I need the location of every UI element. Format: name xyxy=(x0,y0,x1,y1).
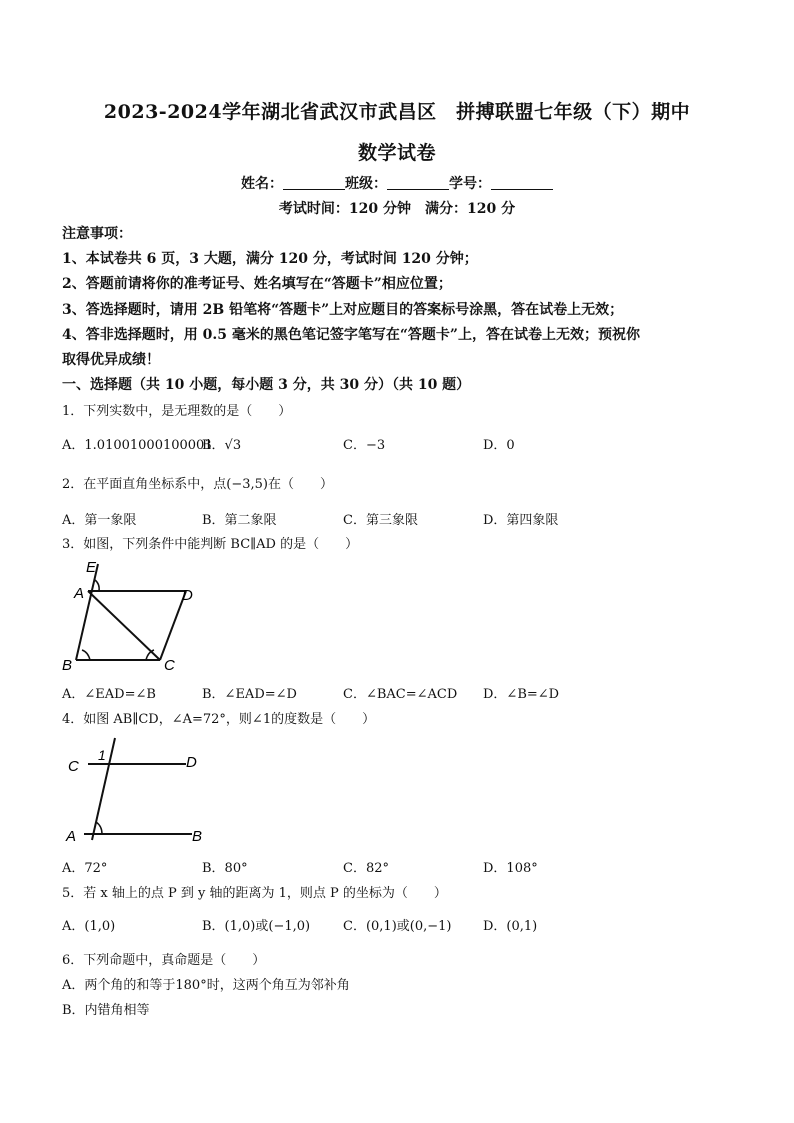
label-c: C xyxy=(68,758,79,775)
question-4-stem: 4．如图 AB∥CD，∠A=72°，则∠1的度数是（ ） xyxy=(62,712,376,727)
q3-option-a[interactable]: A．∠EAD=∠B xyxy=(62,687,156,702)
label-d: D xyxy=(182,587,193,604)
q4-parallel-lines-figure xyxy=(62,736,212,848)
name-blank[interactable] xyxy=(283,175,345,190)
q4-option-a[interactable]: A．72° xyxy=(62,861,108,876)
notice-item: 1、本试卷共 6 页，3 大题，满分 120 分，考试时间 120 分钟； xyxy=(62,251,478,267)
q3-option-c[interactable]: C．∠BAC=∠ACD xyxy=(343,687,458,702)
q1-option-a[interactable]: A．1.01001000100001 xyxy=(62,438,213,453)
student-info-row xyxy=(0,173,794,193)
question-6-stem: 6．下列命题中，真命题是（ ） xyxy=(62,953,266,968)
question-1-stem: 1．下列实数中，是无理数的是（ ） xyxy=(62,404,292,419)
notice-heading: 注意事项： xyxy=(62,226,132,242)
q3-parallelogram-figure xyxy=(60,556,200,674)
q1-option-d[interactable]: D．0 xyxy=(483,438,515,453)
label-a: A xyxy=(66,828,77,845)
q4-option-d[interactable]: D．108° xyxy=(483,861,538,876)
notice-item: 2、答题前请将你的准考证号、姓名填写在“答题卡”相应位置； xyxy=(62,276,452,292)
q5-option-b[interactable]: B．(1,0)或(−1,0) xyxy=(202,919,311,934)
label-e: E xyxy=(86,559,97,576)
id-blank[interactable] xyxy=(491,175,553,190)
q5-option-a[interactable]: A．(1,0) xyxy=(62,919,116,934)
q2-option-a[interactable]: A．第一象限 xyxy=(62,513,137,528)
exam-title-line2: 数学试卷 xyxy=(357,142,436,164)
q6-option-a[interactable]: A．两个角的和等于180°时，这两个角互为邻补角 xyxy=(62,978,350,993)
q1-option-b[interactable]: B．√3 xyxy=(202,438,242,453)
question-2-stem: 2．在平面直角坐标系中，点(−3,5)在（ ） xyxy=(62,477,333,492)
q3-option-d[interactable]: D．∠B=∠D xyxy=(483,687,560,702)
q3-option-b[interactable]: B．∠EAD=∠D xyxy=(202,687,297,702)
q4-option-b[interactable]: B．80° xyxy=(202,861,248,876)
q1-option-c[interactable]: C．−3 xyxy=(343,438,386,453)
q2-option-c[interactable]: C．第三象限 xyxy=(343,513,418,528)
exam-time-info: 考试时间：120 分钟 满分：120 分 xyxy=(278,201,516,217)
notice-item: 取得优异成绩！ xyxy=(62,352,160,368)
q4-option-c[interactable]: C．82° xyxy=(343,861,389,876)
notice-item: 4、答非选择题时，用 0.5 毫米的黑色笔记签字笔写在“答题卡”上，答在试卷上无效；预祝你 xyxy=(62,327,640,343)
q2-option-d[interactable]: D．第四象限 xyxy=(483,513,559,528)
label-b: B xyxy=(62,657,73,674)
label-d: D xyxy=(186,754,197,771)
class-blank[interactable] xyxy=(387,175,449,190)
exam-title-line1: 2023-2024学年湖北省武汉市武昌区 拼搏联盟七年级（下）期中 xyxy=(103,101,691,123)
label-a: A xyxy=(74,585,85,602)
id-label: 学号： xyxy=(449,176,491,192)
notice-item: 3、答选择题时，请用 2B 铅笔将“答题卡”上对应题目的答案标号涂黑，答在试卷上无效； xyxy=(62,302,624,318)
question-3-stem: 3．如图，下列条件中能判断 BC∥AD 的是（ ） xyxy=(62,537,359,552)
q2-option-b[interactable]: B．第二象限 xyxy=(202,513,277,528)
q6-option-b[interactable]: B．内错角相等 xyxy=(62,1003,150,1018)
label-b: B xyxy=(192,828,203,845)
label-angle-1: 1 xyxy=(98,747,106,763)
name-label: 姓名： xyxy=(241,176,283,192)
question-5-stem: 5．若 x 轴上的点 P 到 y 轴的距离为 1，则点 P 的坐标为（ ） xyxy=(62,886,447,901)
class-label: 班级： xyxy=(345,176,387,192)
q5-option-c[interactable]: C．(0,1)或(0,−1) xyxy=(343,919,452,934)
label-c: C xyxy=(164,657,175,674)
section-heading: 一、选择题（共 10 小题，每小题 3 分，共 30 分）（共 10 题） xyxy=(62,377,471,393)
q5-option-d[interactable]: D．(0,1) xyxy=(483,919,538,934)
